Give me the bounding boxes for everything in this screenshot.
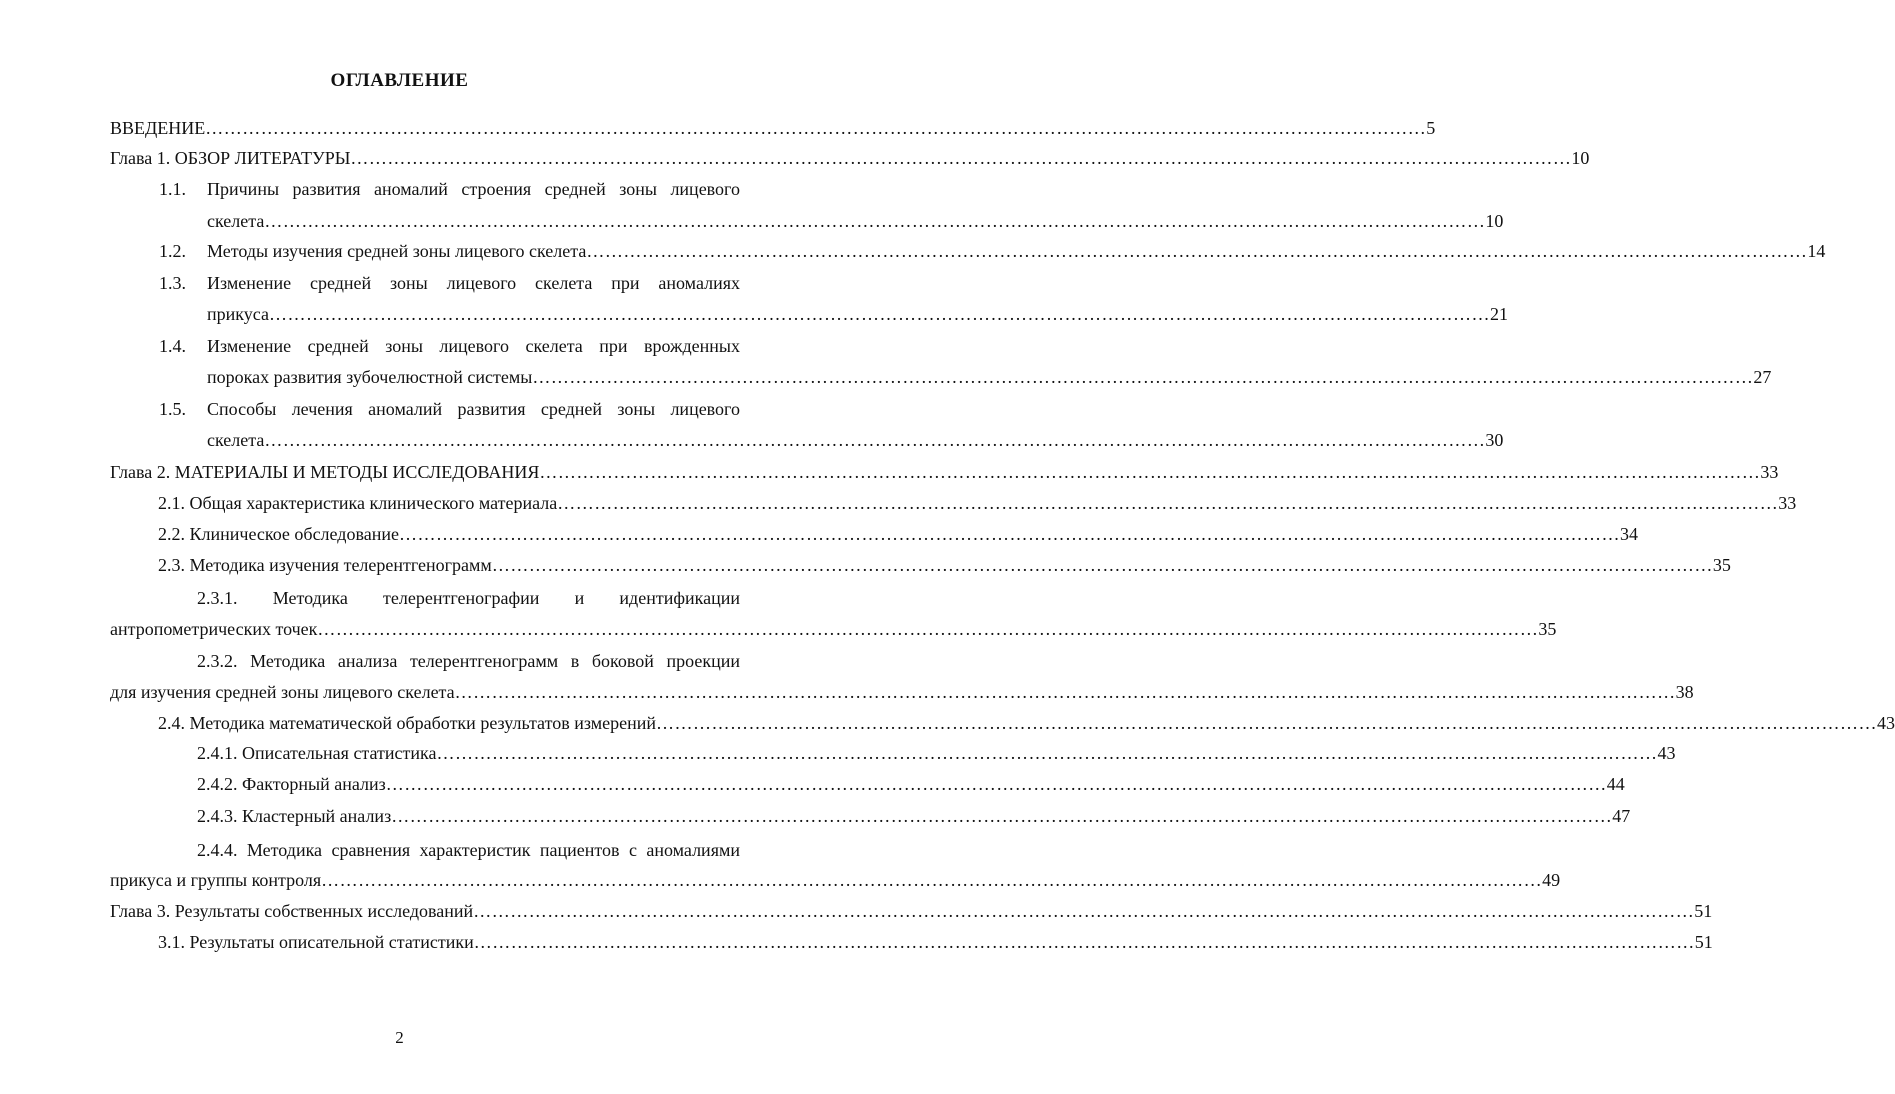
toc-entry-1-2[interactable]	[207, 239, 1826, 263]
dot-leader: ………………………………………………………………………………………………………………………………………………………………………………	[655, 713, 1877, 733]
toc-page-number: 33	[1760, 462, 1779, 482]
toc-entry-3-1[interactable]	[158, 930, 1713, 954]
toc-page-number: 43	[1876, 713, 1895, 733]
toc-page-number: 43	[1657, 743, 1676, 763]
toc-entry-1-5-line1[interactable]: Способы лечения аномалий развития средней зоны лицевого	[207, 399, 740, 419]
toc-entry-1-3-line2[interactable]	[207, 302, 1508, 326]
toc-page-number: 10	[1485, 211, 1504, 231]
toc-entry-text: для изучения средней зоны лицевого скелета	[110, 682, 455, 702]
dot-leader: ………………………………………………………………………………………………………………………………………………………………………………	[532, 367, 1754, 387]
dot-leader: ………………………………………………………………………………………………………………………………………………………………………………	[268, 304, 1490, 324]
toc-section-number: 1.4.	[159, 336, 186, 356]
toc-entry-2-4-4-line2[interactable]	[110, 868, 1561, 892]
toc-entry-chapter-1[interactable]	[110, 146, 1590, 170]
toc-entry-2-4[interactable]	[158, 711, 1895, 735]
toc-entry-text: Глава 1. ОБЗОР ЛИТЕРАТУРЫ	[110, 148, 351, 168]
dot-leader: ………………………………………………………………………………………………………………………………………………………………………………	[398, 524, 1620, 544]
toc-entry-2-3[interactable]	[158, 553, 1731, 577]
dot-leader: ………………………………………………………………………………………………………………………………………………………………………………	[586, 241, 1808, 261]
dot-leader: ………………………………………………………………………………………………………………………………………………………………………………	[491, 555, 1713, 575]
dot-leader: ………………………………………………………………………………………………………………………………………………………………………………	[454, 682, 1676, 702]
toc-page-number: 33	[1778, 493, 1797, 513]
toc-page-number: 47	[1612, 806, 1631, 826]
toc-entry-2-3-2-line1[interactable]: 2.3.2. Методика анализа телерентгенограмм в боковой проекции	[197, 651, 740, 671]
toc-entry-1-3-line1[interactable]: Изменение средней зоны лицевого скелета при аномалиях	[207, 273, 740, 293]
toc-entry-2-4-4-line1[interactable]: 2.4.4. Методика сравнения характеристик пациентов с аномалиями	[197, 840, 740, 860]
toc-entry-text: пороках развития зубочелюстной системы	[207, 367, 533, 387]
toc-entry-text: 2.4. Методика математической обработки результатов измерений	[158, 713, 656, 733]
toc-page-number: 10	[1571, 148, 1590, 168]
toc-entry-text: прикуса и группы контроля	[110, 870, 322, 890]
toc-page-number: 35	[1712, 555, 1731, 575]
dot-leader: ………………………………………………………………………………………………………………………………………………………………………………	[391, 806, 1613, 826]
toc-entry-text: 2.1. Общая характеристика клинического материала	[158, 493, 558, 513]
toc-page-number: 51	[1694, 901, 1713, 921]
dot-leader: ………………………………………………………………………………………………………………………………………………………………………………	[321, 870, 1543, 890]
toc-entry-1-1-line2[interactable]	[207, 209, 1504, 233]
toc-entry-2-3-1-line1[interactable]: 2.3.1. Методика телерентгенографии и идентификации	[197, 588, 740, 608]
toc-entry-1-1-line1[interactable]: Причины развития аномалий строения средней зоны лицевого	[207, 179, 740, 199]
toc-entry-text: 2.4.2. Факторный анализ	[197, 774, 386, 794]
toc-entry-1-4-line1[interactable]: Изменение средней зоны лицевого скелета при врожденных	[207, 336, 740, 356]
dot-leader: ………………………………………………………………………………………………………………………………………………………………………………	[473, 901, 1695, 921]
dot-leader: ………………………………………………………………………………………………………………………………………………………………………………	[539, 462, 1761, 482]
toc-entry-text: 2.4.3. Кластерный анализ	[197, 806, 392, 826]
toc-entry-text: Глава 2. МАТЕРИАЛЫ И МЕТОДЫ ИССЛЕДОВАНИЯ	[110, 462, 540, 482]
toc-page-number: 44	[1606, 774, 1625, 794]
toc-entry-text: Глава 3. Результаты собственных исследований	[110, 901, 474, 921]
page-title: ОГЛАВЛЕНИЕ	[330, 70, 469, 91]
toc-page-number: 30	[1485, 430, 1504, 450]
toc-page-number: 35	[1538, 619, 1557, 639]
toc-entry-2-1[interactable]	[158, 491, 1797, 515]
toc-entry-2-3-1-line2[interactable]	[110, 617, 1557, 641]
dot-leader: ………………………………………………………………………………………………………………………………………………………………………………	[557, 493, 1779, 513]
toc-entry-2-3-2-line2[interactable]	[110, 680, 1694, 704]
toc-entry-text: 2.3. Методика изучения телерентгенограмм	[158, 555, 492, 575]
toc-entry-text: Методы изучения средней зоны лицевого скелета	[207, 241, 587, 261]
toc-entry-text: скелета	[207, 430, 265, 450]
toc-section-number: 1.2.	[159, 241, 186, 261]
dot-leader: ………………………………………………………………………………………………………………………………………………………………………………	[205, 118, 1427, 138]
toc-section-number: 1.5.	[159, 399, 186, 419]
dot-leader: ………………………………………………………………………………………………………………………………………………………………………………	[473, 932, 1695, 952]
toc-entry-2-4-3[interactable]	[197, 804, 1631, 828]
toc-entry-chapter-3[interactable]	[110, 899, 1713, 923]
toc-page-number: 21	[1489, 304, 1508, 324]
toc-entry-introduction[interactable]	[110, 116, 1436, 140]
toc-page-number: 14	[1807, 241, 1826, 261]
toc-page-number: 49	[1542, 870, 1561, 890]
toc-page-number: 34	[1619, 524, 1638, 544]
dot-leader: ………………………………………………………………………………………………………………………………………………………………………………	[436, 743, 1658, 763]
dot-leader: ………………………………………………………………………………………………………………………………………………………………………………	[264, 430, 1486, 450]
toc-entry-2-4-1[interactable]	[197, 741, 1676, 765]
toc-entry-text: ВВЕДЕНИЕ	[110, 118, 206, 138]
toc-page-number: 51	[1694, 932, 1713, 952]
dot-leader: ………………………………………………………………………………………………………………………………………………………………………………	[264, 211, 1486, 231]
dot-leader: ………………………………………………………………………………………………………………………………………………………………………………	[350, 148, 1572, 168]
toc-entry-1-4-line2[interactable]	[207, 365, 1772, 389]
toc-page-number: 38	[1675, 682, 1694, 702]
toc-entry-text: 3.1. Результаты описательной статистики	[158, 932, 474, 952]
toc-entry-1-5-line2[interactable]	[207, 428, 1504, 452]
toc-page-number: 5	[1426, 118, 1436, 138]
toc-section-number: 1.1.	[159, 179, 186, 199]
toc-page-number: 27	[1753, 367, 1772, 387]
toc-entry-text: антропометрических точек	[110, 619, 318, 639]
dot-leader: ………………………………………………………………………………………………………………………………………………………………………………	[385, 774, 1607, 794]
toc-entry-2-4-2[interactable]	[197, 772, 1625, 796]
toc-entry-text: скелета	[207, 211, 265, 231]
toc-entry-2-2[interactable]	[158, 522, 1638, 546]
page-number: 2	[395, 1028, 404, 1047]
toc-entry-chapter-2[interactable]	[110, 460, 1779, 484]
toc-entry-text: 2.4.1. Описательная статистика	[197, 743, 437, 763]
toc-entry-text: 2.2. Клиническое обследование	[158, 524, 399, 544]
toc-section-number: 1.3.	[159, 273, 186, 293]
dot-leader: ………………………………………………………………………………………………………………………………………………………………………………	[317, 619, 1539, 639]
toc-entry-text: прикуса	[207, 304, 269, 324]
